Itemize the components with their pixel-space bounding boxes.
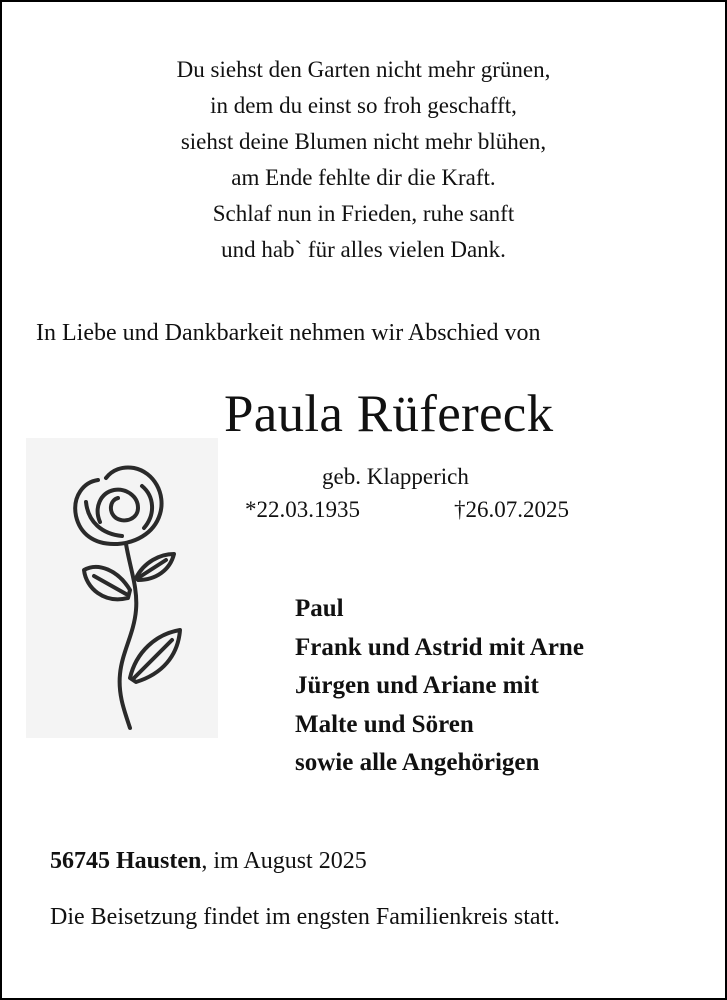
birth-name: geb. Klapperich <box>322 464 469 489</box>
place-name: 56745 Hausten <box>50 848 202 874</box>
notice-date: , im August 2025 <box>201 848 367 874</box>
mourner-line: Paul <box>295 595 344 622</box>
place-and-date <box>50 848 367 875</box>
death-date: †26.07.2025 <box>454 497 569 522</box>
poem-line: siehst deine Blumen nicht mehr blühen, <box>180 129 547 154</box>
rose-icon <box>26 438 218 738</box>
poem-line: Du siehst den Garten nicht mehr grünen, <box>176 57 551 82</box>
poem-line: und hab` für alles vielen Dank. <box>221 237 506 262</box>
rose-illustration <box>26 438 218 738</box>
mourner-line: sowie alle Angehörigen <box>295 749 540 776</box>
farewell-intro: In Liebe und Dankbarkeit nehmen wir Abschied von <box>36 320 541 346</box>
birth-date: *22.03.1935 <box>245 497 360 522</box>
memorial-poem <box>2 52 725 268</box>
poem-line: am Ende fehlte dir die Kraft. <box>231 165 496 190</box>
mourner-line: Malte und Sören <box>295 710 474 738</box>
burial-note: Die Beisetzung findet im engsten Familienkreis statt. <box>50 904 560 930</box>
poem-line: Schlaf nun in Frieden, ruhe sanft <box>212 201 515 226</box>
poem-line: in dem du einst so froh geschafft, <box>210 93 517 118</box>
mourners-list <box>295 590 584 783</box>
deceased-name: Paula Rüfereck <box>224 385 554 443</box>
mourner-line: Jürgen und Ariane mit <box>295 672 539 699</box>
mourner-line: Frank und Astrid mit Arne <box>295 633 584 661</box>
